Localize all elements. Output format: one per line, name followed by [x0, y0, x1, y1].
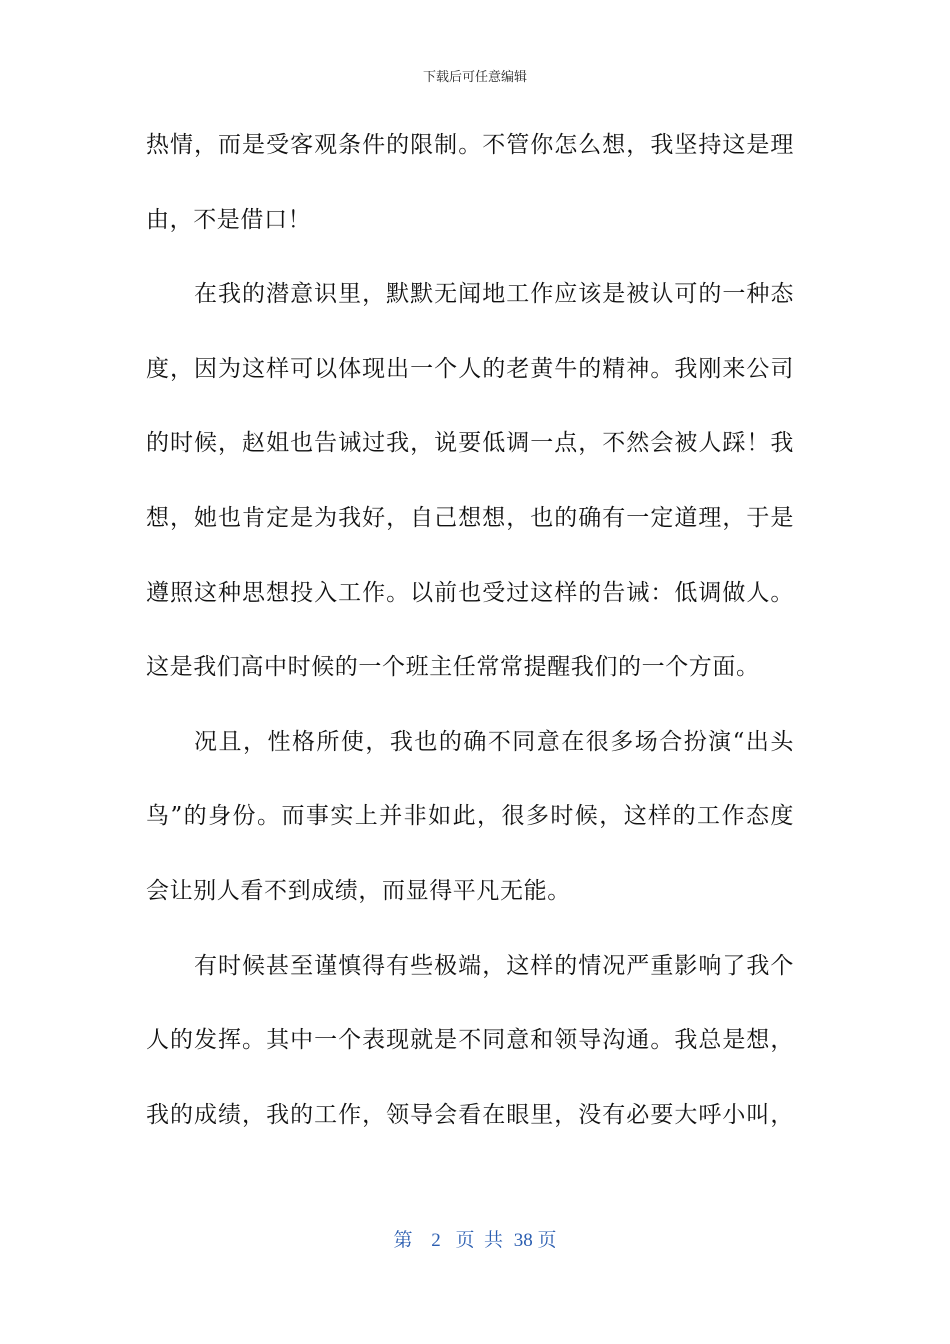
text-line: 的时候，赵姐也告诫过我，说要低调一点，不然会被人踩！我 [146, 430, 794, 457]
current-page-number: 2 [431, 1230, 441, 1251]
footer-mid: 页 共 [455, 1230, 503, 1251]
page-header: 下载后可任意编辑 [422, 70, 527, 85]
text-line: 遵照这种思想投入工作。以前也受过这样的告诫：低调做人。 [146, 579, 794, 606]
footer-prefix: 第 [393, 1230, 413, 1251]
text-line: 鸟”的身份。而事实上并非如此，很多时候，这样的工作态度 [146, 803, 794, 830]
text-line: 在我的潜意识里，默默无闻地工作应该是被认可的一种态 [194, 281, 794, 308]
total-pages-number: 38 [513, 1230, 533, 1251]
text-line: 热情，而是受客观条件的限制。不管你怎么想，我坚持这是理 [146, 132, 794, 158]
text-line: 人的发挥。其中一个表现就是不同意和领导沟通。我总是想， [146, 1027, 794, 1054]
footer-suffix: 页 [537, 1230, 557, 1251]
text-line: 想，她也肯定是为我好，自己想想，也的确有一定道理，于是 [146, 504, 794, 531]
page-footer [0, 1225, 950, 1252]
text-line: 度，因为这样可以体现出一个人的老黄牛的精神。我刚来公司 [146, 355, 794, 382]
text-line: 况且，性格所使，我也的确不同意在很多场合扮演“出头 [194, 728, 794, 755]
text-line: 我的成绩，我的工作，领导会看在眼里，没有必要大呼小叫， [146, 1101, 794, 1128]
text-line: 会让别人看不到成绩，而显得平凡无能。 [146, 877, 571, 904]
text-line: 这是我们高中时候的一个班主任常常提醒我们的一个方面。 [146, 654, 760, 681]
text-line: 由，不是借口！ [146, 206, 312, 233]
text-line: 有时候甚至谨慎得有些极端，这样的情况严重影响了我个 [194, 952, 794, 979]
document-body [146, 118, 794, 1162]
